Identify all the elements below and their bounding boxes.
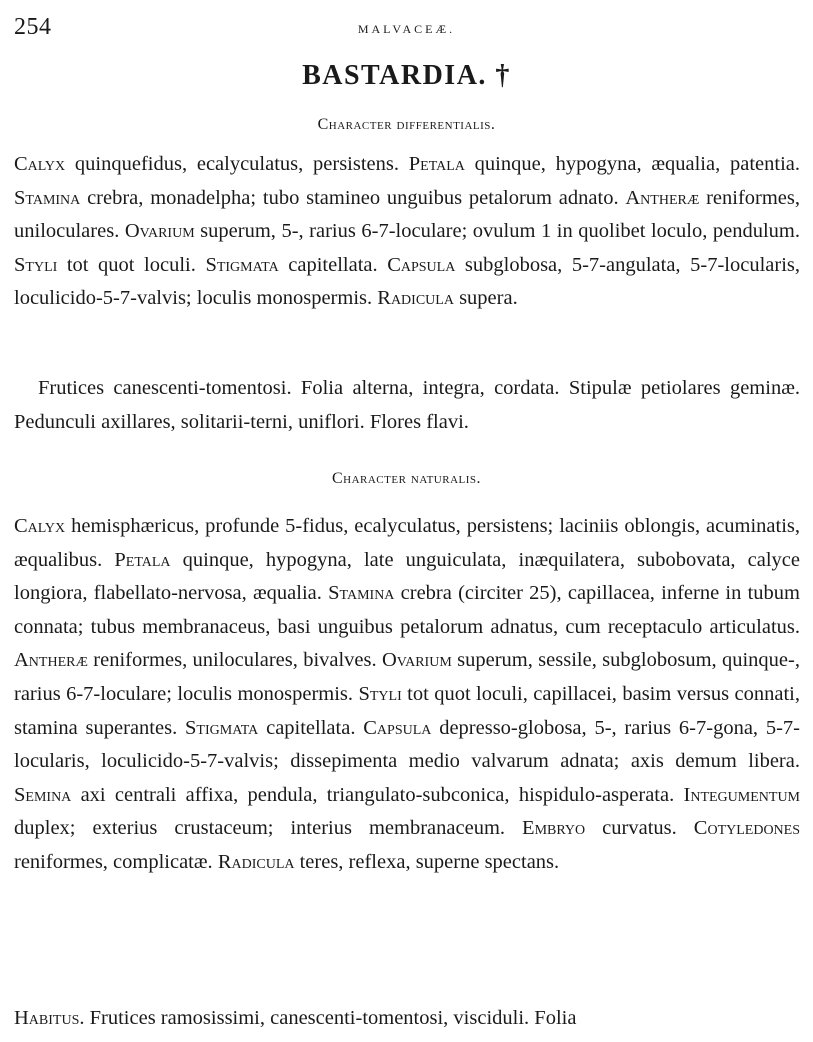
term: Radicula bbox=[377, 287, 454, 310]
section-heading-differential: Character differentialis. bbox=[317, 116, 496, 133]
term: Antheræ bbox=[625, 186, 700, 209]
term: Semina bbox=[14, 783, 72, 806]
text-run: reniformes, uniloculares, bivalves. bbox=[87, 649, 382, 672]
text-run: superum, 5-, rarius 6-7-loculare; ovulum 1 in quolibet loculo, pendulum. bbox=[194, 220, 800, 243]
text-run: quinquefidus, ecalyculatus, persistens. bbox=[65, 153, 409, 175]
text-run: subglobosa, 5-7-angulata, 5-7-locularis, loculicido-5-7-valvis; loculis monospermis. bbox=[14, 253, 800, 310]
text-run: depresso-globosa, 5-, rarius 6-7-gona, 5-7-locularis, loculicido-5-7-valvis; dissepimenta medio valvarum adnata; axis demum libera. bbox=[14, 716, 800, 773]
term: Stigmata bbox=[185, 716, 259, 739]
section-heading-natural: Character naturalis. bbox=[331, 470, 482, 487]
term: Stamina bbox=[328, 582, 395, 605]
term: Embryo bbox=[522, 817, 586, 840]
term: Petala bbox=[408, 153, 465, 175]
text-run: quinque, hypogyna, late unguiculata, inæquilatera, subobovata, calyce longiora, flabellato-nervosa, æqualia. bbox=[14, 548, 800, 605]
text-run: hemisphæricus, profunde 5-fidus, ecalyculatus, persistens; laciniis oblongis, acuminatis, æqualibus. bbox=[14, 515, 800, 571]
term: Petala bbox=[114, 548, 171, 571]
page-number: 254 bbox=[14, 14, 52, 40]
text-run: duplex; exterius crustaceum; interius membranaceum. bbox=[14, 817, 523, 840]
term: Capsula bbox=[363, 716, 432, 739]
text-run: axi centrali affixa, pendula, triangulato-subconica, hispidulo-asperata. bbox=[71, 783, 684, 806]
natural-paragraph bbox=[14, 510, 800, 880]
text-run: superum, sessile, subglobosum, quinque-, rarius 6-7-loculare; loculis monospermis. bbox=[14, 649, 800, 705]
term: Calyx bbox=[14, 153, 66, 175]
text-run: capitellata. bbox=[278, 253, 388, 276]
text-run: . Frutices ramosissimi, canescenti-tomentosi, visciduli. Folia bbox=[79, 1007, 577, 1029]
term: Capsula bbox=[387, 253, 456, 276]
term: Styli bbox=[14, 253, 58, 276]
genus-title: BASTARDIA. † bbox=[302, 60, 511, 91]
habitus-paragraph bbox=[14, 1002, 800, 1036]
term: Habitus bbox=[14, 1007, 80, 1029]
text-run: crebra (circiter 25), capillacea, inferne in tubum connata; tubus membranaceus, basi unguibus petalorum adnatus, cum receptaculo articulatus. bbox=[14, 582, 800, 638]
text-run: quinque, hypogyna, æqualia, patentia. bbox=[464, 153, 800, 175]
text-run: crebra, monadelpha; tubo stamineo unguibus petalorum adnato. bbox=[80, 186, 626, 209]
term: Stamina bbox=[14, 186, 81, 209]
term: Styli bbox=[358, 682, 402, 705]
term: Radicula bbox=[217, 850, 295, 873]
text-run: capitellata. bbox=[258, 716, 364, 739]
text-run: tot quot loculi, capillacei, basim versus connati, stamina superantes. bbox=[14, 682, 800, 739]
habit-summary-paragraph: Frutices canescenti-tomentosi. Folia alterna, integra, cordata. Stipulæ petiolares geminæ. Pedunculi axillares, solitarii-terni, uniflori. Flores flavi. bbox=[14, 377, 800, 433]
text-run: teres, reflexa, superne spectans. bbox=[294, 850, 560, 873]
term: Calyx bbox=[14, 515, 66, 537]
term: Ovarium bbox=[381, 649, 452, 672]
term: Integumentum bbox=[683, 783, 800, 806]
text-run: tot quot loculi. bbox=[57, 253, 206, 276]
term: Antheræ bbox=[14, 649, 88, 672]
term: Cotyledones bbox=[693, 817, 800, 840]
term: Ovarium bbox=[124, 220, 195, 243]
running-head: MALVACEÆ. bbox=[357, 22, 456, 36]
text-run: reniformes, complicatæ. bbox=[14, 850, 218, 873]
differential-paragraph bbox=[14, 148, 800, 316]
text-run: reniformes, uniloculares. bbox=[14, 186, 801, 243]
text-run: curvatus. bbox=[585, 817, 694, 840]
term: Stigmata bbox=[205, 253, 279, 276]
text-run: supera. bbox=[453, 287, 518, 310]
